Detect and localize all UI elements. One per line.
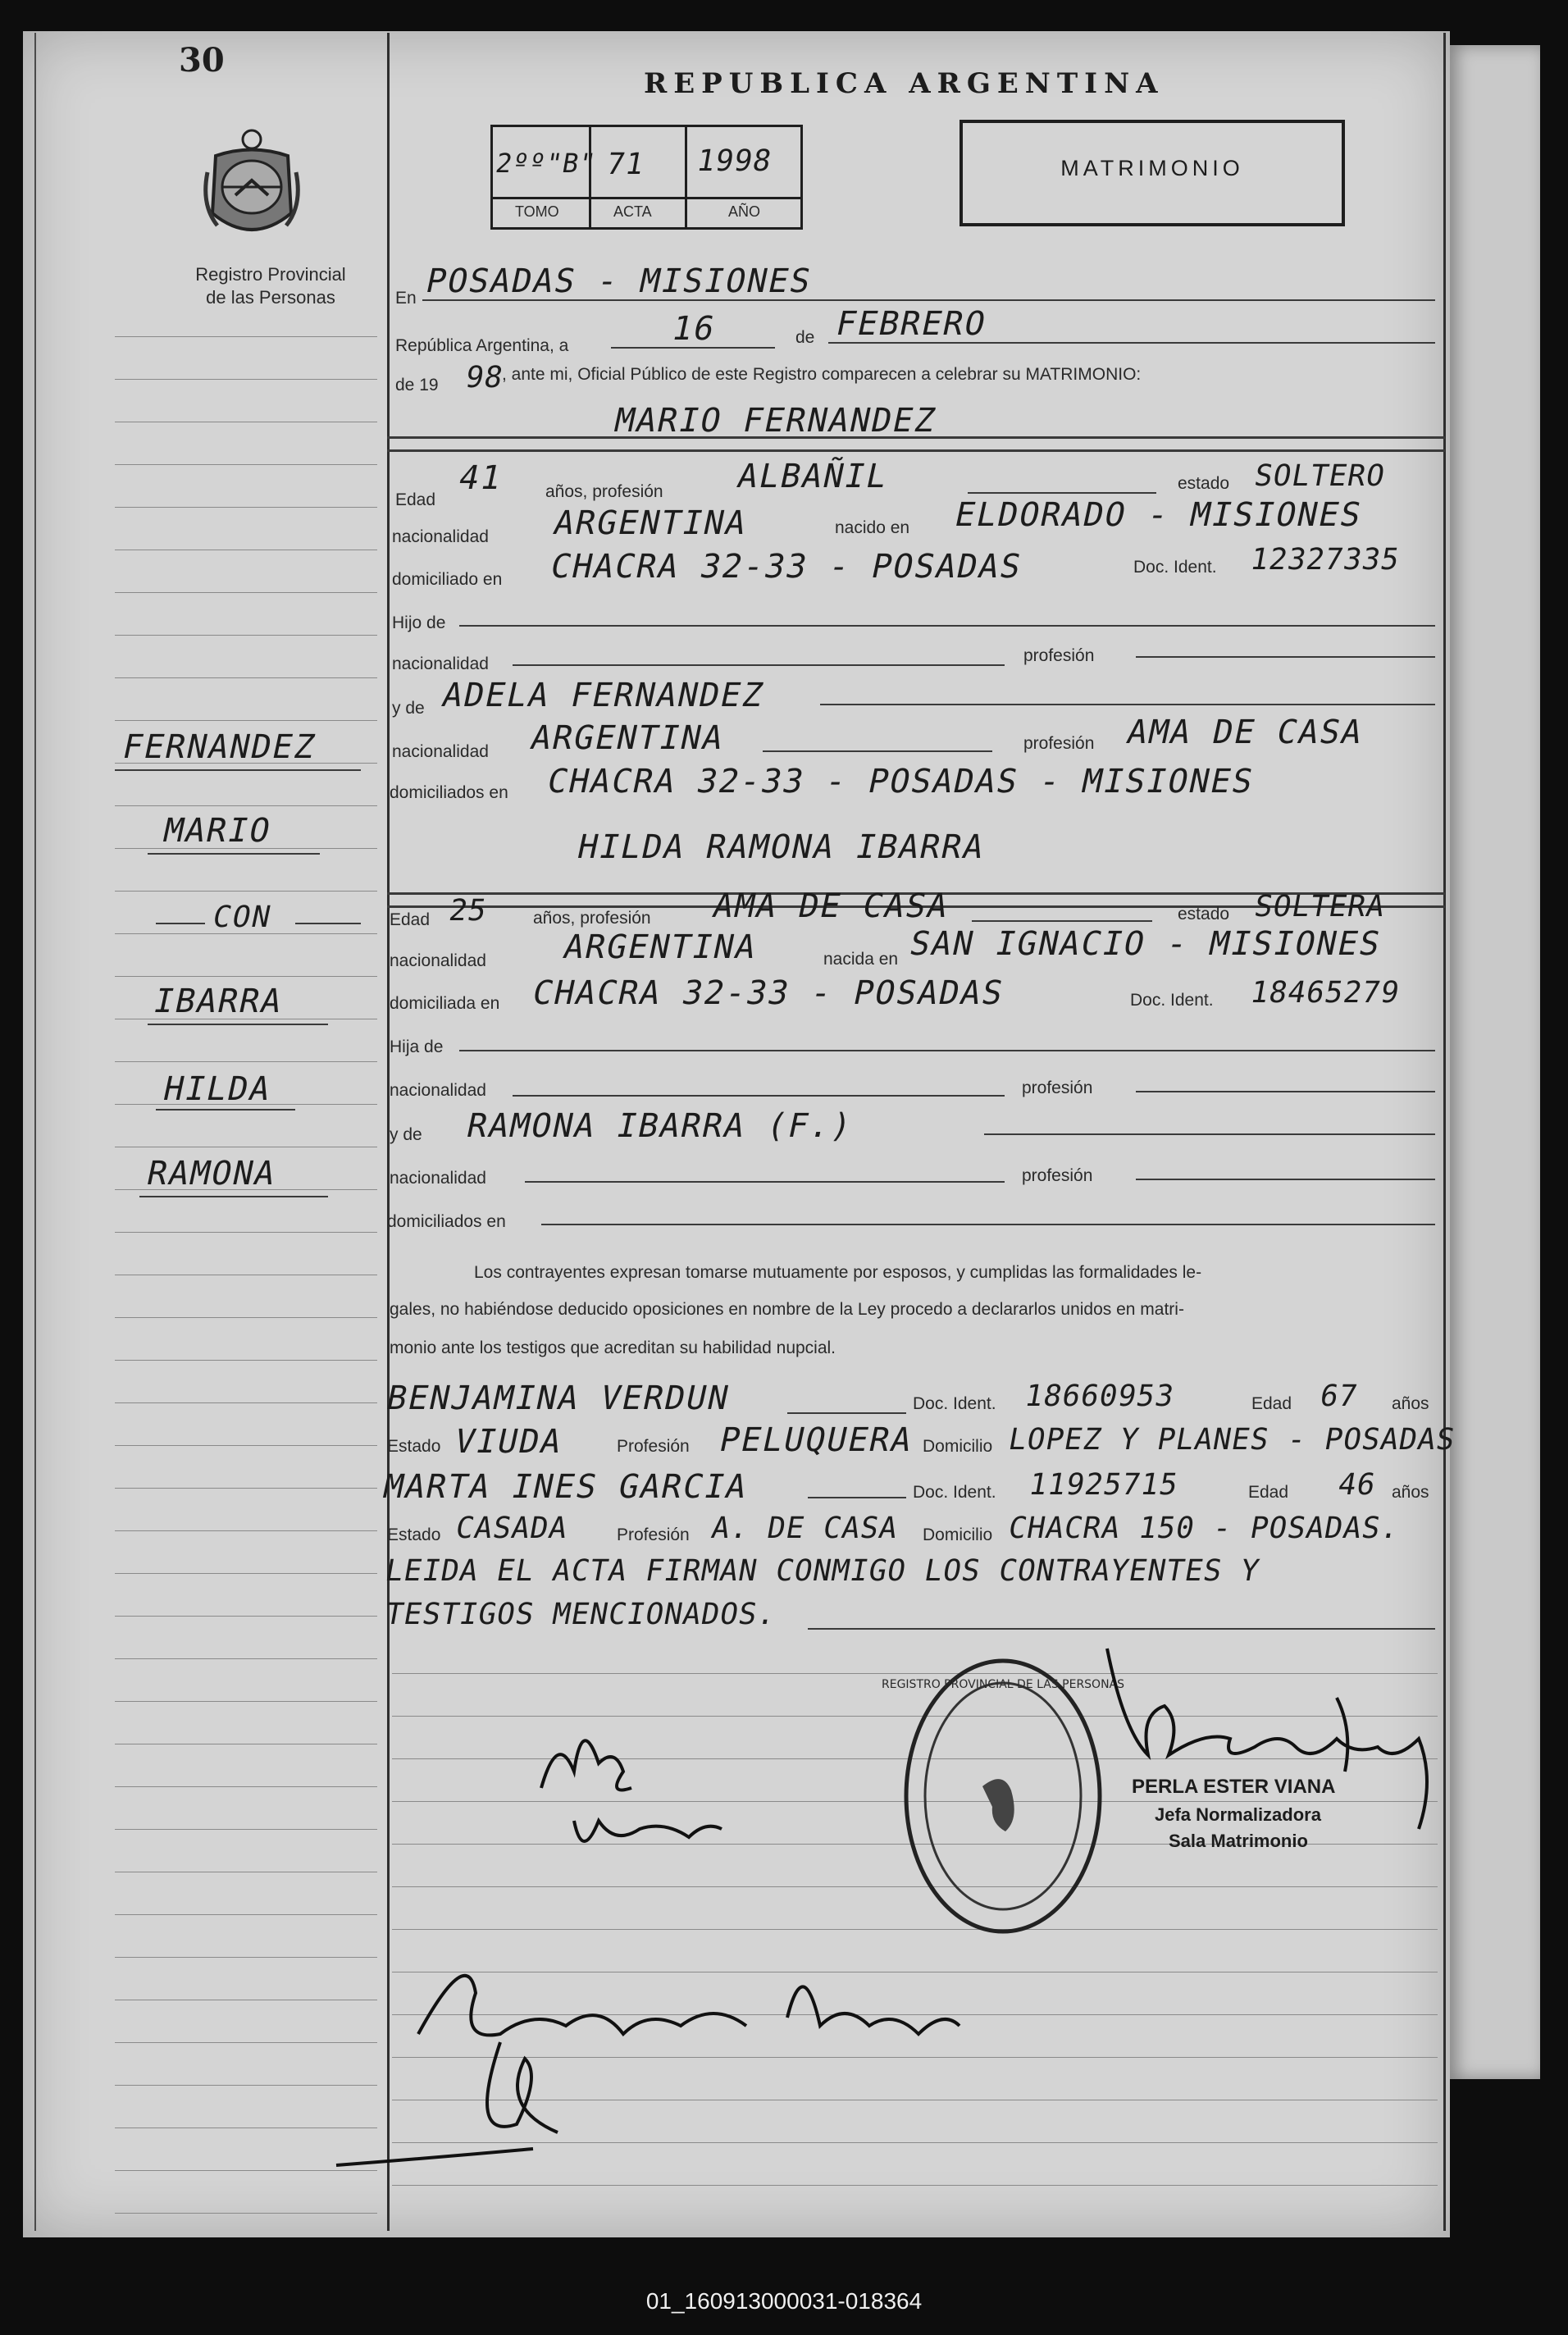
witness1-age: 67 [1317,1380,1361,1413]
en-label: En [395,289,417,308]
witness2-estado-label: Estado [387,1526,441,1544]
groom-dom-label: domiciliado en [392,570,503,589]
groom-f-prof-label: profesión [1023,646,1095,665]
groom-doc-label: Doc. Ident. [1133,558,1217,577]
bride-age: 25 [446,894,490,928]
groom-profesion-label: años, profesión [545,482,663,501]
witness1-dom-label: Domicilio [923,1437,993,1456]
groom-nac-label: nacionalidad [392,527,489,546]
month-value: FEBRERO [832,305,991,343]
bride-estado: SOLTERA [1251,890,1388,924]
bride-f-prof-label: profesión [1022,1079,1093,1097]
witness2-dom-label: Domicilio [923,1526,993,1544]
official-office: Sala Matrimonio [1169,1831,1308,1851]
witness1-anos-label: años [1392,1394,1429,1413]
groom-name: MARIO FERNANDEZ [611,402,941,440]
groom-m-prof-label: profesión [1023,734,1095,753]
witness1-edad-label: Edad [1251,1394,1292,1413]
country-title: REPUBLICA ARGENTINA [644,67,1165,100]
witness2-age: 46 [1335,1468,1379,1502]
witness1-doc-label: Doc. Ident. [913,1394,996,1413]
witness1-estado-label: Estado [387,1437,441,1456]
bride-m-nac-label: nacionalidad [390,1169,486,1188]
page-number: 30 [179,41,225,80]
bride-domicile: CHACRA 32-33 - POSADAS [529,974,1008,1012]
de-label: de [795,328,815,347]
margin-ruled-line [115,1658,377,1659]
margin-ruled-line [115,891,377,892]
margin-ruled-line [115,1786,377,1787]
year-prefix: de 19 [395,376,439,394]
bride-mother: RAMONA IBARRA (F.) [463,1107,857,1145]
margin-ruled-line [115,2213,377,2214]
groom-age: 41 [455,459,507,497]
margin-ruled-line [115,1232,377,1233]
groom-mother-profession: AMA DE CASA [1124,714,1367,751]
witness2-estado: CASADA [453,1512,571,1545]
groom-mother: ADELA FERNANDEZ [439,677,768,714]
day-value: 16 [668,310,720,348]
acta-value: 71 [604,148,647,181]
bride-profesion-label: años, profesión [533,909,651,928]
groom-parents-domicile: CHACRA 32-33 - POSADAS - MISIONES [544,763,1258,800]
ano-value: 1998 [694,144,775,178]
margin-ruled-line [115,1914,377,1915]
margin-ruled-line [115,1061,377,1062]
official-title: Jefa Normalizadora [1155,1804,1321,1825]
acta-label: ACTA [613,203,652,220]
bride-name: HILDA RAMONA IBARRA [574,828,989,866]
groom-birthplace: ELDORADO - MISIONES [951,496,1366,534]
margin-ruled-line [115,592,377,593]
bride-profession: AMA DE CASA [709,887,953,925]
margin-note-surname2: IBARRA [150,983,287,1020]
coat-of-arms-icon [201,123,303,242]
margin-ruled-line [115,1488,377,1489]
city-value: POSADAS - MISIONES [422,262,816,300]
groom-profession: ALBAÑIL [734,458,892,495]
bride-hija-label: Hija de [390,1038,444,1056]
margin-ruled-line [115,1957,377,1958]
witness2-edad-label: Edad [1248,1483,1289,1502]
seal-text: REGISTRO PROVINCIAL DE LAS PERSONAS [881,1678,1125,1691]
witness2-signature-icon [320,2026,615,2190]
bride-doc: 18465279 [1247,976,1403,1010]
intro-text: , ante mi, Oficial Público de este Registro comparecen a celebrar su MATRIMONIO: [502,365,1142,384]
groom-nationality: ARGENTINA [550,504,751,542]
groom-m-nac-label: nacionalidad [392,742,489,761]
groom-estado-label: estado [1178,474,1230,493]
declaration-line-2: gales, no habiéndose deducido oposiciones en nombre de la Ley procedo a declararlos unidos en matri- [390,1300,1184,1319]
groom-doc: 12327335 [1247,543,1403,577]
margin-ruled-line [115,464,377,465]
bride-doc-label: Doc. Ident. [1130,991,1214,1010]
witness2-profession: A. DE CASA [709,1512,901,1545]
margin-ruled-line [115,507,377,508]
witness1-name: BENJAMINA VERDUN [383,1380,734,1417]
groom-domicile: CHACRA 32-33 - POSADAS [547,548,1026,586]
year-suffix: 98 [463,361,506,394]
closing-line-2: TESTIGOS MENCIONADOS. [382,1598,779,1631]
scan-id: 01_160913000031-018364 [645,2288,923,2314]
margin-ruled-line [115,379,377,380]
bride-edad-label: Edad [390,910,431,929]
margin-ruled-line [115,1360,377,1361]
margin-ruled-line [115,1829,377,1830]
bride-m-prof-label: profesión [1022,1166,1093,1185]
margin-ruled-line [115,1616,377,1617]
witness2-doc: 11925715 [1026,1468,1182,1502]
official-signature-icon [1091,1632,1452,1862]
witness1-domicile: LOPEZ Y PLANES - POSADAS [1005,1423,1458,1457]
witness1-profession: PELUQUERA [716,1421,917,1459]
margin-ruled-line [115,336,377,337]
ano-label: AÑO [728,203,761,220]
left-page-rule [34,33,36,2231]
witness2-anos-label: años [1392,1483,1429,1502]
witness1-doc: 18660953 [1022,1380,1178,1413]
witness2-name: MARTA INES GARCIA [380,1468,752,1506]
groom-estado: SOLTERO [1251,459,1388,493]
bride-nationality: ARGENTINA [560,928,761,966]
facing-page-edge [1450,45,1540,2079]
registry-label-line2: de las Personas [206,287,335,308]
margin-ruled-line [115,1402,377,1403]
margin-note-surname: FERNANDEZ [119,728,320,766]
bride-estado-label: estado [1178,905,1230,924]
margin-note-middlename: RAMONA [144,1155,280,1193]
official-name: PERLA ESTER VIANA [1132,1776,1336,1798]
bride-dom-label: domiciliada en [390,994,500,1013]
groom-mother-nationality: ARGENTINA [527,719,728,757]
margin-ruled-line [115,1317,377,1318]
margin-ruled-line [115,976,377,977]
groom-nacido-label: nacido en [835,518,910,537]
tomo-label: TOMO [515,203,559,220]
groom-hijo-label: Hijo de [392,613,446,632]
bride-doms-label: domiciliados en [387,1212,506,1231]
margin-note-con: CON [209,901,276,934]
declaration-line-3: monio ante los testigos que acreditan su habilidad nupcial. [390,1339,836,1357]
scan-footer [0,2246,1568,2295]
margin-ruled-line [115,1573,377,1574]
groom-yde-label: y de [392,699,425,718]
declaration-line-1: Los contrayentes expresan tomarse mutuamente por esposos, y cumplidas las formalidades le- [474,1263,1202,1282]
margin-ruled-line [115,635,377,636]
witness1-estado: VIUDA [451,1423,567,1461]
groom-signature-icon [525,1698,738,1878]
witness2-domicile: CHACRA 150 - POSADAS. [1005,1512,1402,1545]
bride-f-nac-label: nacionalidad [390,1081,486,1100]
groom-doms-label: domiciliados en [390,783,508,802]
margin-ruled-line [115,1445,377,1446]
registry-seal-icon [881,1655,1125,1938]
bride-nac-label: nacionalidad [390,951,486,970]
margin-ruled-line [115,805,377,806]
closing-line-1: LEIDA EL ACTA FIRMAN CONMIGO LOS CONTRAYENTES Y [382,1554,1263,1588]
witness2-doc-label: Doc. Ident. [913,1483,996,1502]
margin-ruled-line [115,677,377,678]
margin-note-firstname: MARIO [160,812,276,850]
margin-ruled-line [115,720,377,721]
bride-yde-label: y de [390,1125,422,1144]
groom-f-nac-label: nacionalidad [392,654,489,673]
bride-birthplace: SAN IGNACIO - MISIONES [906,925,1385,963]
right-page-rule [1443,33,1446,2231]
act-type-label: MATRIMONIO [1060,156,1244,180]
witness1-prof-label: Profesión [617,1437,690,1456]
witness2-prof-label: Profesión [617,1526,690,1544]
margin-note-firstname2: HILDA [160,1070,276,1108]
tomo-value: 2ºº"B" [493,148,599,179]
republica-label: República Argentina, a [395,336,569,355]
margin-ruled-line [115,1530,377,1531]
registry-label-line1: Registro Provincial [195,264,346,285]
groom-edad-label: Edad [395,490,436,509]
bride-nacida-label: nacida en [823,950,899,969]
margin-ruled-line [115,1701,377,1702]
